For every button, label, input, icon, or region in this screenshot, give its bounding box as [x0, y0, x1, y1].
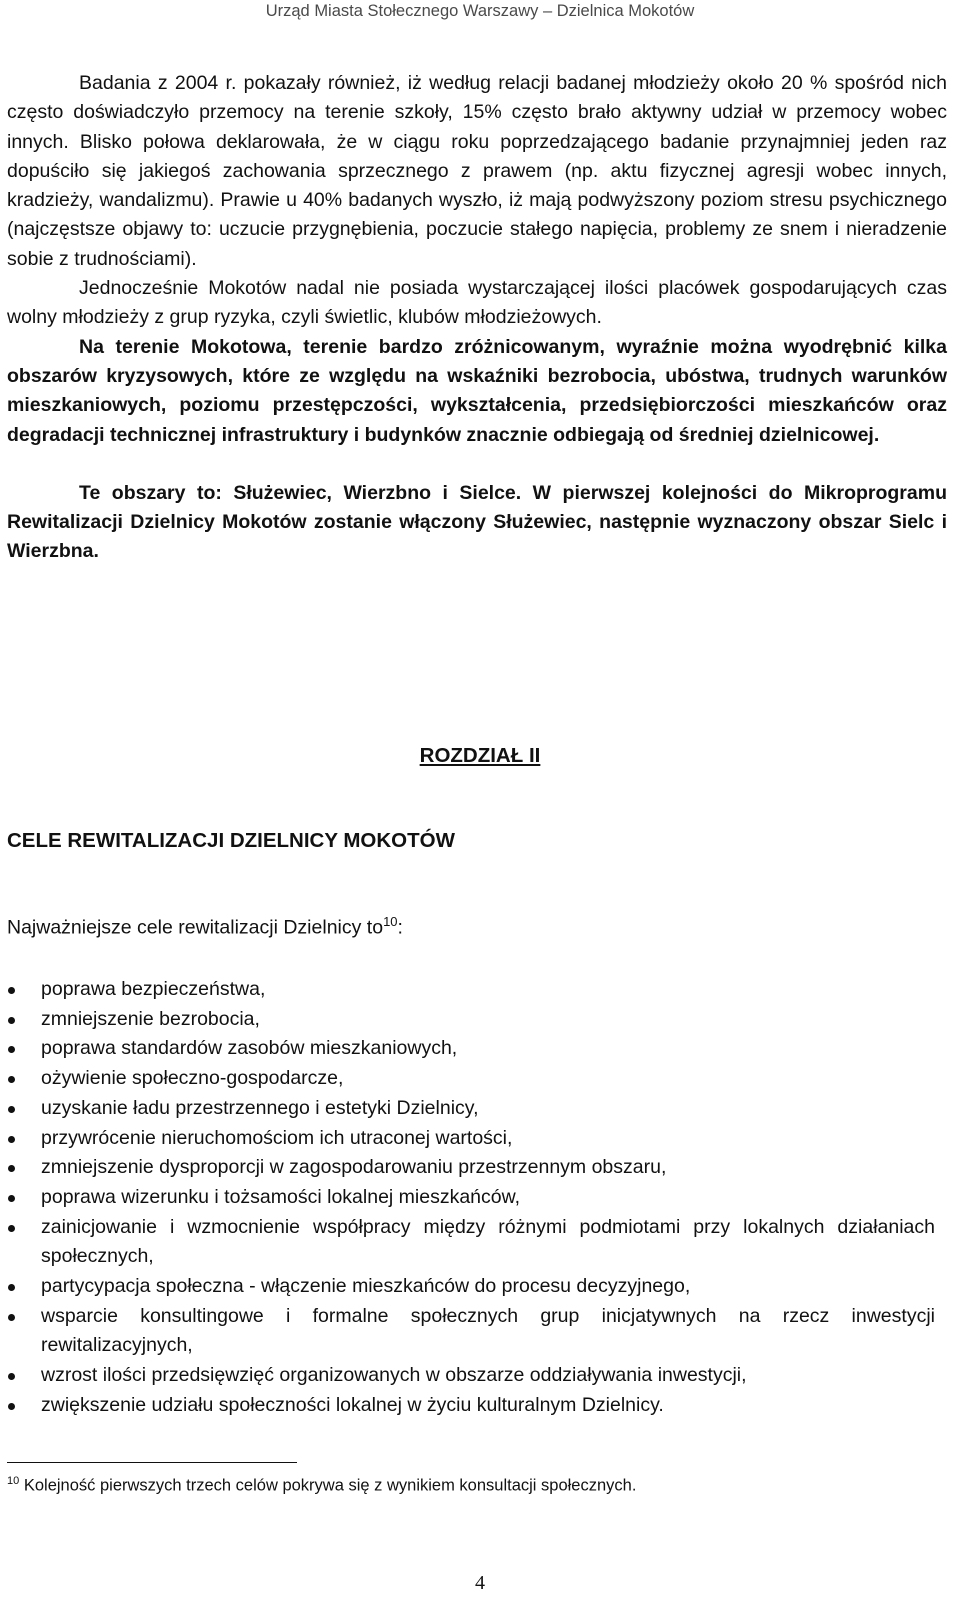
goal-text: wsparcie konsultingowe i formalne społecznych grup inicjatywnych na rzecz inwestycji rewitalizacyjnych,: [41, 1304, 935, 1357]
goals-intro-text: Najważniejsze cele rewitalizacji Dzielnicy to: [7, 916, 384, 939]
page-number: 4: [475, 1572, 485, 1594]
goals-list-item: [7, 1391, 935, 1421]
footnote-ref[interactable]: 10: [383, 914, 398, 929]
goal-text: zwiększenie udziału społeczności lokalnej w życiu kulturalnym Dzielnicy.: [41, 1393, 664, 1416]
goal-text: zmniejszenie bezrobocia,: [41, 1007, 260, 1030]
goals-list-item: [7, 1361, 935, 1391]
goals-list-item: [7, 1272, 935, 1302]
goals-list-item: [7, 1064, 935, 1094]
page-header: Urząd Miasta Stołecznego Warszawy – Dzielnica Mokotów: [265, 2, 695, 20]
goal-text: przywrócenie nieruchomościom ich utraconej wartości,: [41, 1126, 513, 1149]
goal-text: zainicjowanie i wzmocnienie współpracy między różnymi podmiotami przy lokalnych działaniach społecznych,: [41, 1215, 935, 1268]
goals-list-item: [7, 1183, 935, 1213]
goals-list-item: [7, 1302, 935, 1361]
paragraph-facilities: Jednocześnie Mokotów nadal nie posiada wystarczającej ilości placówek gospodarujących czas wolny młodzieży z grup ryzyka, czyli świetlic, klubów młodzieżowych.: [7, 277, 947, 329]
bullet-icon: [8, 1195, 15, 1202]
bullet-icon: [8, 1017, 15, 1024]
goals-list-item: [7, 975, 935, 1005]
goals-list-item: [7, 1213, 935, 1272]
footnote-divider: [7, 1462, 297, 1463]
goal-text: zmniejszenie dysproporcji w zagospodarowaniu przestrzennym obszaru,: [41, 1156, 667, 1179]
bullet-icon: [8, 1076, 15, 1083]
bullet-icon: [8, 1165, 15, 1172]
footnote-text: Kolejność pierwszych trzech celów pokrywa się z wynikiem konsultacji społecznych.: [23, 1476, 637, 1495]
footnote-number: 10: [7, 1475, 20, 1487]
goal-text: poprawa wizerunku i tożsamości lokalnej mieszkańców,: [41, 1185, 521, 1208]
goals-list: [7, 975, 935, 1421]
goals-intro: [7, 914, 403, 940]
goals-intro-tail: :: [397, 916, 403, 939]
goal-text: poprawa bezpieczeństwa,: [41, 978, 266, 1000]
bullet-icon: [8, 1403, 15, 1410]
goal-text: wzrost ilości przedsięwzięć organizowanych w obszarze oddziaływania inwestycji,: [41, 1364, 747, 1387]
footnote: [7, 1475, 636, 1496]
goals-list-item: [7, 1005, 935, 1035]
goal-text: poprawa standardów zasobów mieszkaniowych,: [41, 1037, 458, 1060]
paragraph-crisis-areas: Na terenie Mokotowa, terenie bardzo zróżnicowanym, wyraźnie można wyodrębnić kilka obszarów kryzysowych, które ze względu na wskaźniki bezrobocia, ubóstwa, trudnych warunków mieszkaniowych, poziomu przestępczości, wykształcenia, przedsiębiorczości mieszkańców oraz degradacji technicznej infrastruktury i budynków znacznie odbiegają od średniej dzielnicowej.: [7, 335, 947, 446]
bullet-icon: [8, 1136, 15, 1143]
goals-list-item: [7, 1034, 935, 1064]
goals-list-item: [7, 1124, 935, 1154]
body-text: [7, 69, 947, 567]
goal-text: uzyskanie ładu przestrzennego i estetyki Dzielnicy,: [41, 1096, 479, 1119]
bullet-icon: [8, 1046, 15, 1053]
bullet-icon: [8, 1284, 15, 1291]
chapter-title: CELE REWITALIZACJI DZIELNICY MOKOTÓW: [7, 829, 455, 852]
bullet-icon: [8, 987, 15, 994]
bullet-icon: [8, 1373, 15, 1380]
paragraph-areas-list: Te obszary to: Służewiec, Wierzbno i Sielce. W pierwszej kolejności do Mikroprogramu Rewitalizacji Dzielnicy Mokotów zostanie włączony Służewiec, następnie wyznaczony obszar Sielc i Wierzbna.: [7, 481, 947, 563]
goals-list-item: [7, 1153, 935, 1183]
chapter-label: ROZDZIAŁ II: [419, 744, 541, 767]
bullet-icon: [8, 1106, 15, 1113]
goal-text: ożywienie społeczno-gospodarcze,: [41, 1067, 344, 1090]
paragraph-survey: Badania z 2004 r. pokazały również, iż według relacji badanej młodzieży około 20 % spośród nich często doświadczyło przemocy na terenie szkoły, 15% często brało aktywny udział w przemocy wobec innych. Blisko połowa deklarowała, że w ciągu roku poprzedzającego badanie przynajmniej jeden raz dopuściło się jakiegoś zachowania sprzecznego z prawem (np. aktu fizycznej agresji wobec innych, kradzieży, wandalizmu). Prawie u 40% badanych wyszło, iż mają podwyższony poziom stresu psychicznego (najczęstsze objawy to: uczucie przygnębienia, poczucie stałego napięcia, problemy ze snem i nieradzenie sobie z trudnościami).: [7, 72, 947, 270]
bullet-icon: [8, 1314, 15, 1321]
goals-list-item: [7, 1094, 935, 1124]
goal-text: partycypacja społeczna - włączenie mieszkańców do procesu decyzyjnego,: [41, 1275, 691, 1298]
bullet-icon: [8, 1225, 15, 1232]
